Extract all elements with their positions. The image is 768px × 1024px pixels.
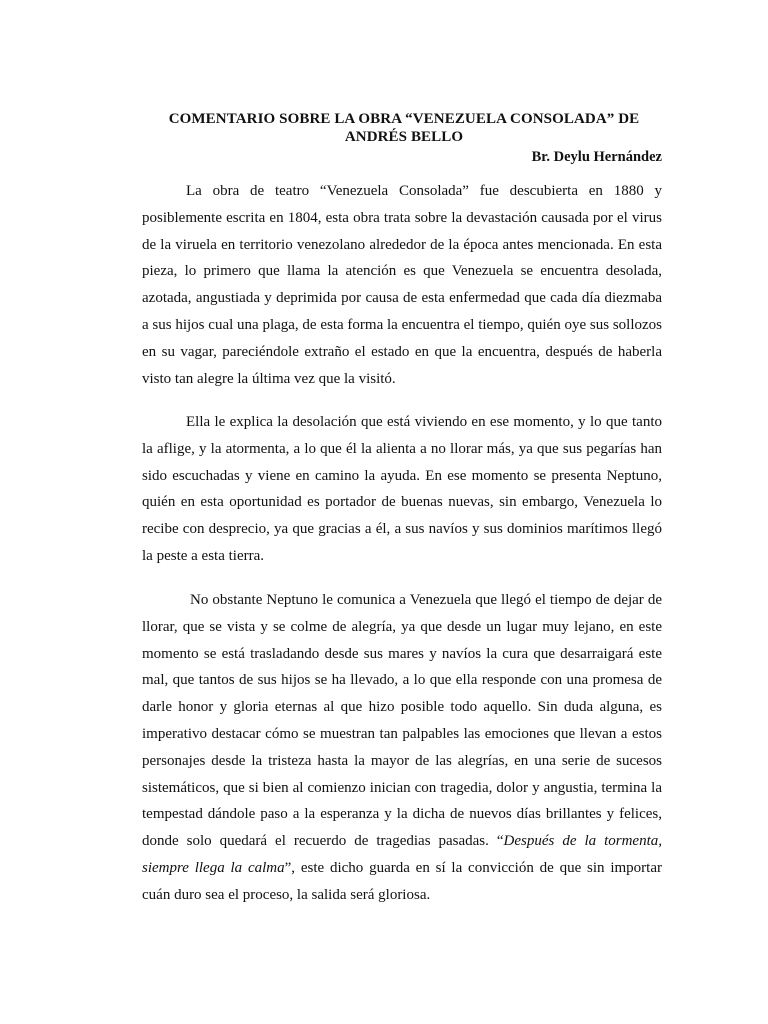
title-line-1: COMENTARIO SOBRE LA OBRA “VENEZUELA CONSOLADA” DE: [168, 111, 640, 127]
document-title: [130, 110, 678, 146]
author-name: Br. Deylu Hernández: [531, 149, 662, 165]
paragraph-2: Ella le explica la desolación que está viviendo en ese momento, y lo que tanto la aflige, y la atormenta, a lo que él la alienta a no llorar más, ya que sus pegarías han sido escuchadas y viene en camino la ayuda. En ese momento se presenta Neptuno, quién en esta oportunidad es portador de buenas nuevas, sin embargo, Venezuela lo recibe con desprecio, ya que gracias a él, a sus navíos y sus dominios marítimos llegó la peste a esta tierra.: [142, 414, 662, 564]
paragraph-3-text-before: No obstante Neptuno le comunica a Venezuela que llegó el tiempo de dejar de llorar, que se vista y se colme de alegría, ya que desde un lugar muy lejano, en este momento se está trasladando desde sus mares y navíos la cura que desarraigará este mal, que tantos de sus hijos se ha llevado, a lo que ella responde con una promesa de darle honor y gloria eternas al que hizo posible todo aquello. Sin duda alguna, es imperativo destacar cómo se muestran tan palpables las emociones que llevan a estos personajes desde la tristeza hasta la mayor de las alegrías, en una serie de sucesos sistemáticos, que si bien al comienzo inician con tragedia, dolor y angustia, termina la tempestad dándole paso a la esperanza y la dicha de nuevos días brillantes y felices, donde solo quedará el recuerdo de tragedias pasadas. “: [142, 592, 662, 850]
paragraph-3: [142, 587, 662, 909]
paragraph-3-quote: Después de la tormenta, siempre llega la calma: [142, 833, 662, 876]
title-line-2: ANDRÉS BELLO: [344, 129, 464, 145]
paragraph-3-text-after: ”, este dicho guarda en sí la convicción de que sin importar cuán duro sea el proceso, la salida será gloriosa.: [142, 859, 662, 903]
paragraph-1: La obra de teatro “Venezuela Consolada” fue descubierta en 1880 y posiblemente escrita en 1804, esta obra trata sobre la devastación causada por el virus de la viruela en territorio venezolano alrededor de la época antes mencionada. En esta pieza, lo primero que llama la atención es que Venezuela se encuentra desolada, azotada, angustiada y deprimida por causa de esta enfermedad que cada día diezmaba a sus hijos cual una plaga, de esta forma la encuentra el tiempo, quién oye sus sollozos en su vagar, pareciéndole extraño el estado en que la encuentra, después de haberla visto tan alegre la última vez que la visitó.: [142, 183, 662, 387]
